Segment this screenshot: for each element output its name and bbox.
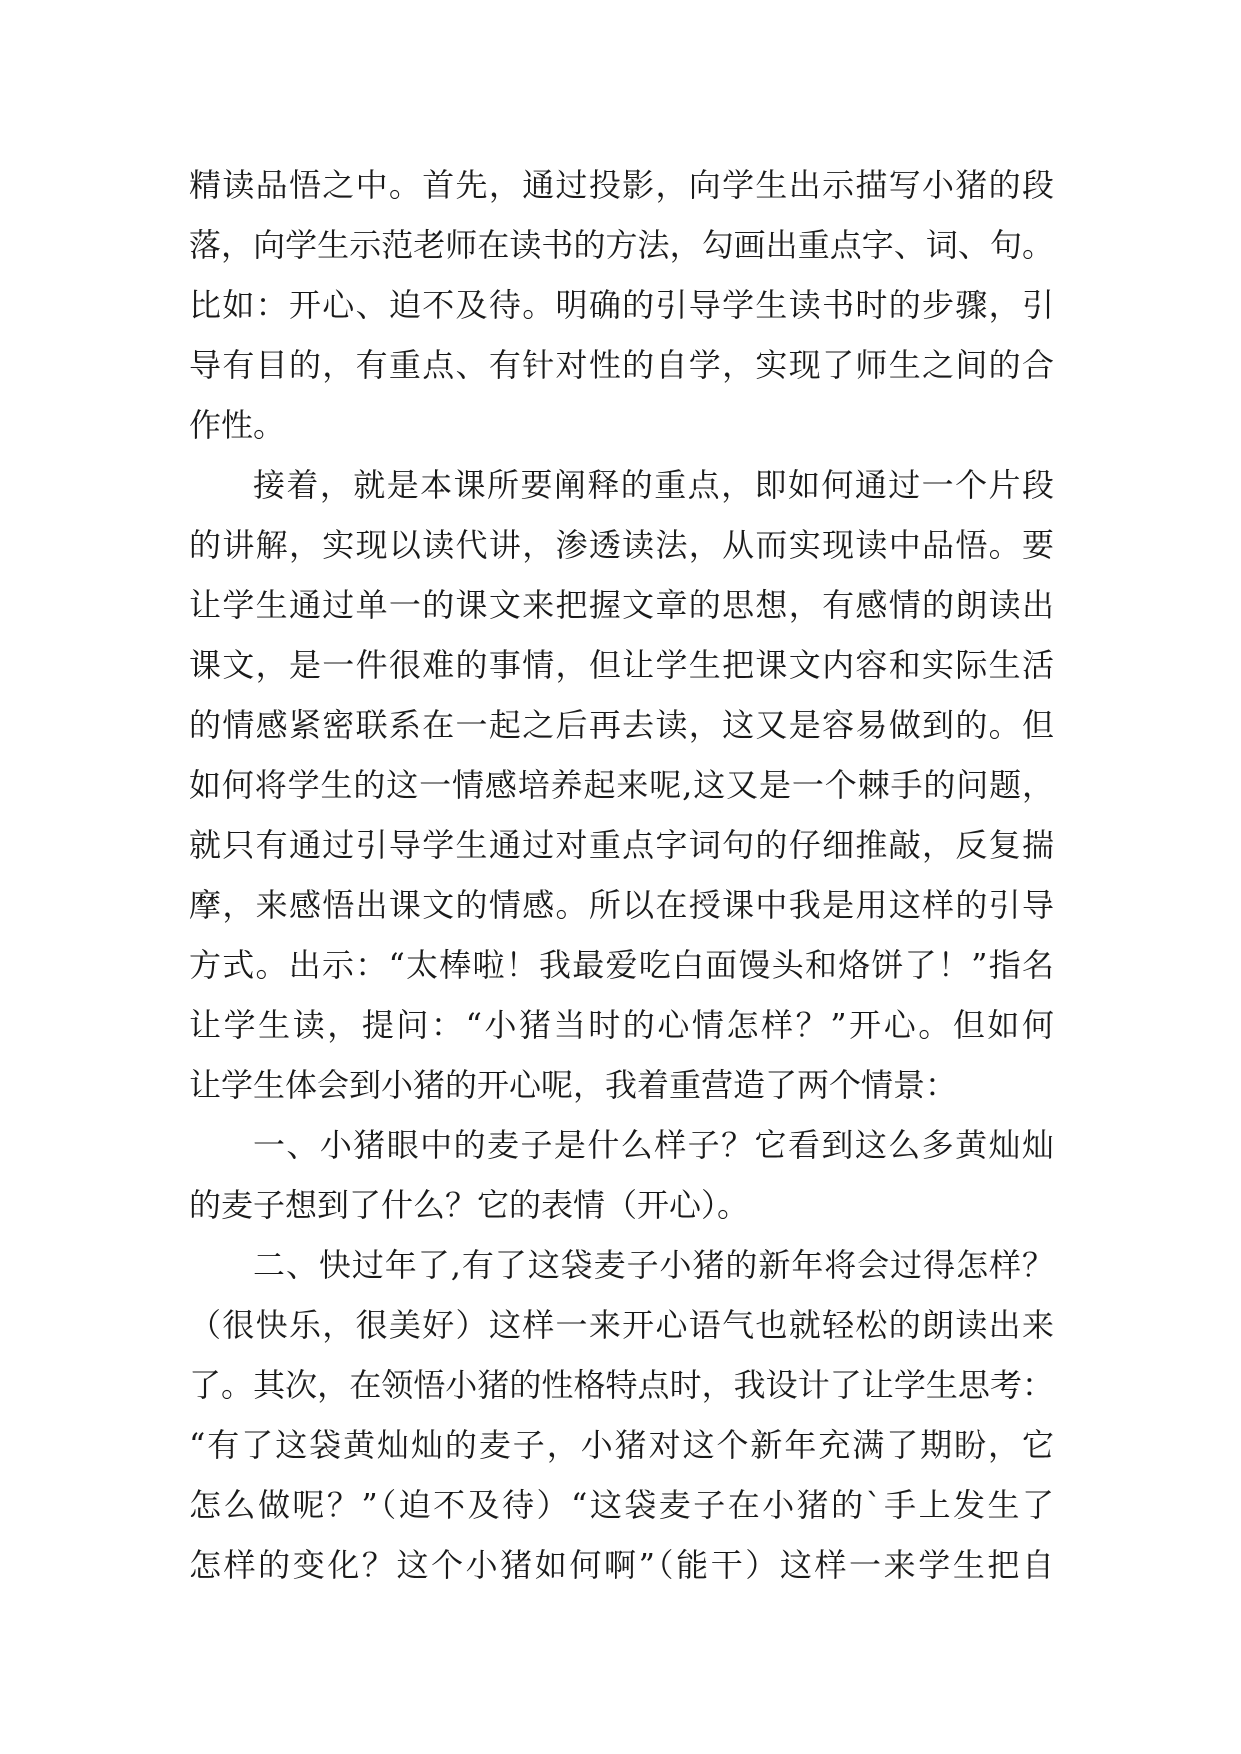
text-line: 接着，就是本课所要阐释的重点，即如何通过一个片段 — [253, 466, 1054, 504]
text-line: 如何将学生的这一情感培养起来呢,这又是一个棘手的问题， — [189, 766, 1054, 804]
text-line: 比如：开心、迫不及待。明确的引导学生读书时的步骤，引 — [189, 286, 1054, 324]
text-line: 作性。 — [189, 406, 286, 444]
text-line: 的讲解，实现以读代讲，渗透读法，从而实现读中品悟。要 — [189, 526, 1054, 564]
text-line: 怎样的变化？这个小猪如何啊”（能干）这样一来学生把自 — [189, 1546, 1054, 1584]
text-line: 的麦子想到了什么？它的表情（开心）。 — [189, 1186, 750, 1224]
text-line: （很快乐，很美好）这样一来开心语气也就轻松的朗读出来 — [189, 1306, 1054, 1344]
text-line: 怎么做呢？”（迫不及待）“这袋麦子在小猪的`手上发生了 — [189, 1486, 1054, 1524]
text-line: 就只有通过引导学生通过对重点字词句的仔细推敲，反复揣 — [189, 826, 1054, 864]
text-line: 让学生体会到小猪的开心呢，我着重营造了两个情景： — [189, 1066, 958, 1104]
text-line: 方式。出示：“太棒啦！我最爱吃白面馒头和烙饼了！”指名 — [189, 946, 1054, 984]
text-line: 让学生读，提问：“小猪当时的心情怎样？”开心。但如何 — [189, 1006, 1054, 1044]
text-line: 摩，来感悟出课文的情感。所以在授课中我是用这样的引导 — [189, 886, 1054, 924]
text-line: “有了这袋黄灿灿的麦子，小猪对这个新年充满了期盼，它 — [189, 1426, 1054, 1464]
text-line: 一、小猪眼中的麦子是什么样子？它看到这么多黄灿灿 — [253, 1126, 1054, 1164]
text-line: 的情感紧密联系在一起之后再去读，这又是容易做到的。但 — [189, 706, 1054, 744]
text-line: 精读品悟之中。首先，通过投影，向学生出示描写小猪的段 — [189, 166, 1054, 204]
text-line: 让学生通过单一的课文来把握文章的思想，有感情的朗读出 — [189, 586, 1054, 624]
text-line: 导有目的，有重点、有针对性的自学，实现了师生之间的合 — [189, 346, 1054, 384]
text-line: 了。其次，在领悟小猪的性格特点时，我设计了让学生思考： — [189, 1366, 1054, 1404]
text-line: 二、快过年了,有了这袋麦子小猪的新年将会过得怎样？ — [253, 1246, 1054, 1284]
text-line: 落，向学生示范老师在读书的方法，勾画出重点字、词、句。 — [189, 226, 1054, 264]
text-line: 课文，是一件很难的事情，但让学生把课文内容和实际生活 — [189, 646, 1054, 684]
body-text — [189, 155, 1054, 1595]
